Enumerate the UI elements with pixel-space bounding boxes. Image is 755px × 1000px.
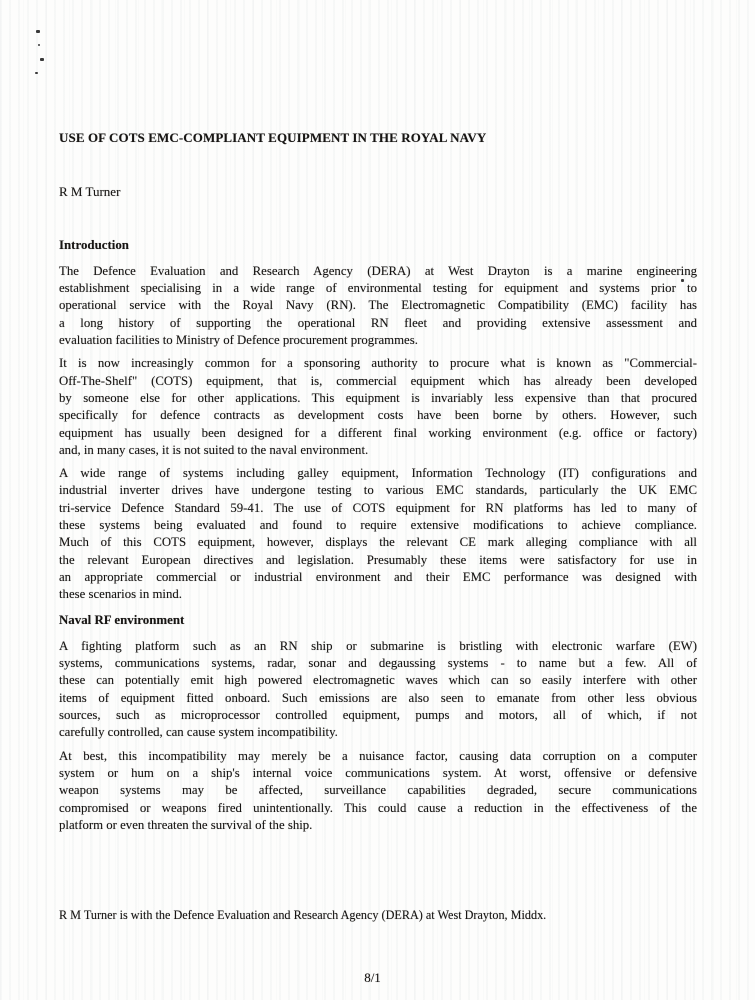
page-number: 8/1 — [364, 970, 381, 985]
paragraph — [59, 465, 697, 603]
text-line: a long history of supporting the operational RN fleet and providing extensive assessment and — [59, 315, 697, 330]
text-line: by someone else for other applications. This equipment is invariably less expensive than that procured — [59, 390, 697, 405]
text-line: It is now increasingly common for a sponsoring authority to procure what is known as "Commercial- — [59, 356, 697, 371]
text-line: sources, such as microprocessor controlled equipment, pumps and motors, all of which, if not — [59, 708, 697, 723]
scan-speck — [38, 44, 40, 46]
text-line: industrial inverter drives have undergone testing to various EMC standards, particularly the UK EMC — [59, 483, 697, 498]
text-line: these scenarios in mind. — [59, 587, 182, 602]
section-heading: Introduction — [59, 237, 129, 252]
text-line: system or hum on a ship's internal voice communications system. At worst, offensive or defensive — [59, 765, 697, 780]
text-line: establishment specialising in a wide range of environmental testing for equipment and systems prior to — [59, 281, 697, 296]
section-heading: Naval RF environment — [59, 612, 185, 627]
scan-speck — [35, 72, 38, 74]
paper-title: USE OF COTS EMC-COMPLIANT EQUIPMENT IN THE ROYAL NAVY — [59, 130, 487, 145]
text-line: operational service with the Royal Navy (RN). The Electromagnetic Compatibility (EMC) facility has — [59, 298, 697, 313]
text-line: At best, this incompatibility may merely be a nuisance factor, causing data corruption on a computer — [59, 748, 697, 763]
text-line: these systems being evaluated and found to require extensive modifications to achieve compliance. — [59, 518, 697, 533]
paragraph — [59, 638, 697, 742]
text-line: an appropriate commercial or industrial environment and their EMC performance was designed with — [59, 569, 697, 584]
document-content — [59, 0, 697, 834]
paragraph — [59, 748, 697, 834]
text-line: platform or even threaten the survival of the ship. — [59, 817, 313, 832]
scan-speck — [36, 30, 40, 33]
text-line: compromised or weapons fired unintentionally. This could cause a reduction in the effectiveness of the — [59, 800, 697, 815]
text-line: A wide range of systems including galley equipment, Information Technology (IT) configurations and — [59, 466, 697, 481]
text-line: evaluation facilities to Ministry of Defence procurement programmes. — [59, 333, 418, 348]
text-line: weapon systems may be affected, surveillance capabilities degraded, secure communications — [59, 783, 697, 798]
author-name: R M Turner — [59, 184, 121, 200]
text-line: these can potentially emit high powered electromagnetic waves which can so easily interfere with other — [59, 673, 697, 688]
text-line: specifically for defence contracts as development costs have been borne by others. However, such — [59, 408, 697, 423]
paragraph — [59, 263, 697, 349]
text-line: The Defence Evaluation and Research Agency (DERA) at West Drayton is a marine engineering — [59, 263, 697, 278]
text-line: A fighting platform such as an RN ship or submarine is bristling with electronic warfare (EW) — [59, 638, 697, 653]
text-line: the relevant European directives and legislation. Presumably these items were satisfactory for use in — [59, 552, 697, 567]
text-line: systems, communications systems, radar, sonar and degaussing systems - to name but a few. All of — [59, 656, 697, 671]
text-line: items of equipment fitted onboard. Such emissions are also seen to emanate from other less obvious — [59, 690, 697, 705]
text-line: carefully controlled, can cause system incompatibility. — [59, 725, 338, 740]
text-line: Off-The-Shelf" (COTS) equipment, that is, commercial equipment which has already been developed — [59, 373, 697, 388]
scan-speck — [40, 58, 44, 61]
text-line: and, in many cases, it is not suited to the naval environment. — [59, 442, 369, 457]
paragraph — [59, 355, 697, 459]
author-affiliation-footnote: R M Turner is with the Defence Evaluation and Research Agency (DERA) at West Drayton, Middx. — [59, 908, 547, 922]
text-line: equipment has usually been designed for a different final working environment (e.g. office or factory) — [59, 425, 697, 440]
text-line: tri-service Defence Standard 59-41. The use of COTS equipment for RN platforms has led to many of — [59, 500, 697, 515]
text-line: Much of this COTS equipment, however, displays the relevant CE mark alleging compliance with all — [59, 535, 697, 550]
